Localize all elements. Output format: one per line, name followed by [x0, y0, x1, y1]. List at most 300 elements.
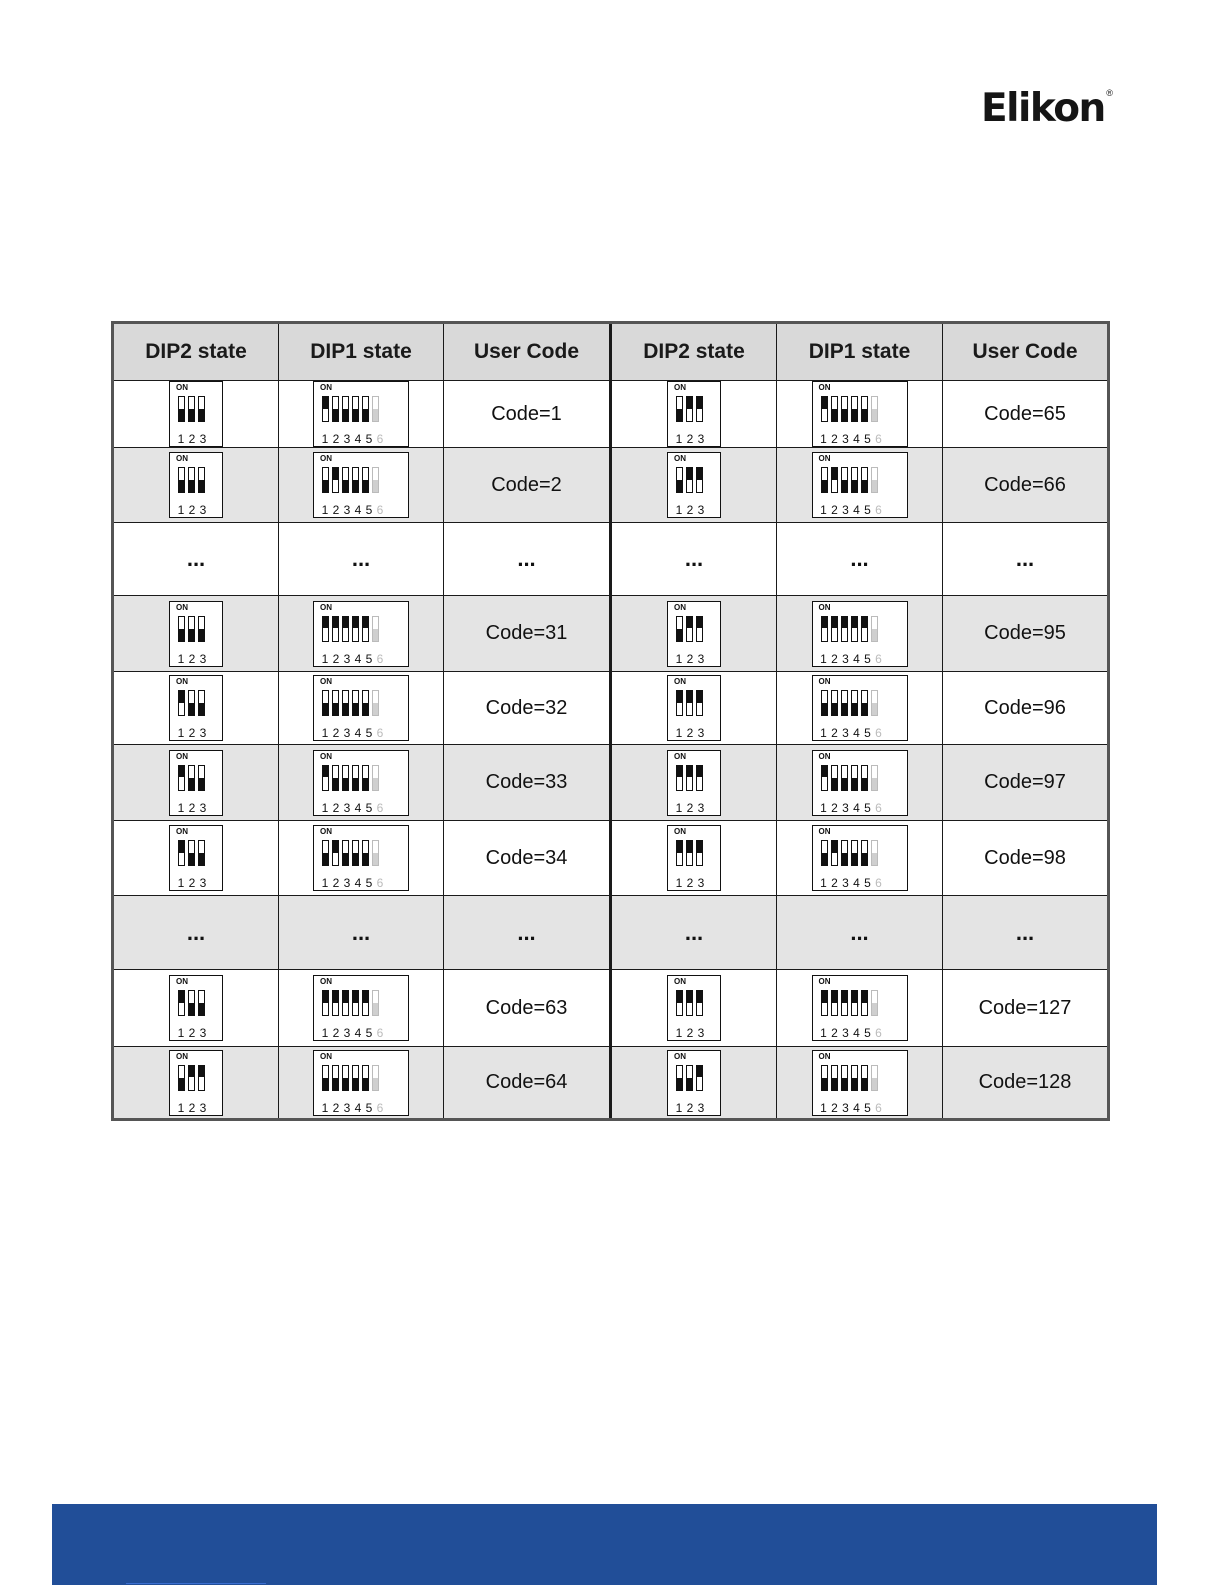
switch-number: 1: [675, 800, 683, 815]
toggle-knob: [697, 766, 702, 778]
switch-number: 3: [842, 432, 849, 446]
toggle-group: [322, 616, 379, 642]
toggle-group: [178, 616, 205, 642]
toggle-knob: [842, 480, 847, 492]
toggle-4: [352, 467, 359, 493]
toggle-5: [861, 1065, 868, 1091]
switch-numbers: [177, 504, 207, 516]
dip2-switch-left: [169, 452, 223, 518]
toggle-2: [332, 396, 339, 422]
switch-numbers: [675, 433, 705, 445]
dip2-switch-right: [667, 975, 721, 1041]
toggle-group: [821, 990, 878, 1016]
switch-number: 2: [686, 726, 694, 740]
switch-number: 1: [675, 1100, 683, 1115]
dip1-switch-left: [313, 675, 409, 741]
switch-numbers: [177, 727, 207, 739]
table-row: [113, 523, 1109, 596]
toggle-group: [178, 690, 205, 716]
toggle-1: [821, 396, 828, 422]
toggle-3: [198, 765, 205, 791]
on-label: ON: [176, 751, 188, 761]
on-label: ON: [674, 383, 686, 392]
on-label: ON: [176, 602, 188, 612]
on-label: ON: [176, 677, 188, 686]
toggle-group: [322, 690, 379, 716]
switch-number: 2: [188, 1026, 196, 1040]
toggle-3: [198, 990, 205, 1016]
dip1-cell: [777, 821, 943, 896]
toggle-knob: [179, 991, 184, 1003]
toggle-1: [821, 765, 828, 791]
ellipsis-cell: ...: [279, 896, 444, 970]
toggle-knob: [832, 409, 837, 421]
toggle-3: [198, 690, 205, 716]
toggle-knob: [832, 991, 837, 1003]
on-label: ON: [320, 677, 332, 686]
switch-number: 1: [820, 726, 827, 740]
toggle-1: [676, 616, 683, 642]
toggle-5: [362, 616, 369, 642]
switch-number: 6: [875, 1026, 882, 1040]
toggle-5: [861, 616, 868, 642]
toggle-knob: [353, 991, 358, 1003]
toggle-knob: [677, 691, 682, 703]
dip1-switch-left: [313, 601, 409, 667]
registered-mark: ®: [1106, 88, 1113, 98]
dip1-cell: [279, 381, 444, 448]
toggle-3: [696, 396, 703, 422]
switch-number: 2: [831, 876, 838, 890]
toggle-knob: [687, 468, 692, 480]
switch-number: 6: [376, 651, 384, 666]
header-dip2-left: DIP2 state: [113, 323, 279, 381]
toggle-knob: [687, 991, 692, 1003]
dip1-switch-right: [812, 1050, 908, 1116]
user-code-cell: Code=128: [943, 1047, 1109, 1120]
switch-number: 3: [697, 432, 705, 446]
dip2-switch-left: [169, 675, 223, 741]
user-code-cell: Code=33: [444, 745, 611, 821]
switch-numbers: [820, 1027, 883, 1039]
toggle-knob: [199, 1003, 204, 1015]
switch-number: 6: [376, 1026, 384, 1040]
toggle-knob: [189, 1066, 194, 1078]
toggle-knob: [199, 703, 204, 715]
toggle-5: [861, 396, 868, 422]
switch-number: 6: [376, 503, 384, 517]
toggle-3: [342, 690, 349, 716]
on-label: ON: [674, 602, 686, 612]
switch-number: 6: [376, 726, 384, 740]
switch-numbers: [675, 727, 705, 739]
switch-number: 4: [354, 800, 362, 815]
dip2-cell: [113, 448, 279, 523]
toggle-2: [188, 840, 195, 866]
toggle-knob: [343, 853, 348, 865]
toggle-2: [686, 396, 693, 422]
switch-numbers: [177, 1102, 207, 1114]
dip2-switch-left: [169, 381, 223, 447]
switch-number: 2: [332, 503, 340, 517]
toggle-knob: [353, 703, 358, 715]
header-code-right: User Code: [943, 323, 1109, 381]
on-label: ON: [320, 1051, 332, 1061]
toggle-knob: [822, 853, 827, 865]
switch-number: 2: [686, 1100, 694, 1115]
toggle-1: [178, 467, 185, 493]
on-label: ON: [818, 1051, 831, 1061]
toggle-4: [851, 467, 858, 493]
toggle-2: [188, 990, 195, 1016]
logo-text: Elikon: [981, 86, 1105, 131]
toggle-5: [362, 765, 369, 791]
switch-number: 6: [875, 1100, 882, 1115]
switch-number: 4: [354, 876, 362, 890]
switch-number: 2: [188, 726, 196, 740]
toggle-knob: [832, 1078, 837, 1090]
switch-number: 3: [343, 800, 351, 815]
toggle-knob: [687, 691, 692, 703]
toggle-2: [686, 765, 693, 791]
toggle-3: [342, 990, 349, 1016]
toggle-2: [332, 616, 339, 642]
toggle-1: [178, 840, 185, 866]
toggle-knob: [862, 1078, 867, 1090]
toggle-knob: [872, 1078, 877, 1090]
toggle-knob: [189, 480, 194, 492]
toggle-group: [676, 690, 703, 716]
table-row: [113, 1047, 1109, 1120]
toggle-knob: [822, 766, 827, 778]
dip1-switch-right: [812, 381, 908, 447]
toggle-group: [676, 765, 703, 791]
switch-number: 6: [875, 432, 882, 446]
dip2-switch-left: [169, 750, 223, 816]
toggle-2: [831, 765, 838, 791]
toggle-knob: [872, 703, 877, 715]
elikon-logo: [981, 86, 1113, 131]
toggle-knob: [677, 1078, 682, 1090]
toggle-knob: [363, 778, 368, 790]
switch-number: 4: [354, 503, 362, 517]
user-code-cell: Code=97: [943, 745, 1109, 821]
switch-number: 5: [864, 1100, 871, 1115]
switch-number: 1: [675, 503, 683, 517]
toggle-6: [871, 690, 878, 716]
switch-numbers: [177, 433, 207, 445]
switch-number: 5: [365, 726, 373, 740]
toggle-knob: [353, 853, 358, 865]
switch-number: 1: [177, 1100, 185, 1115]
header-code-left: User Code: [444, 323, 611, 381]
switch-numbers: [675, 802, 705, 814]
switch-number: 3: [199, 503, 207, 517]
switch-number: 3: [343, 1100, 351, 1115]
toggle-knob: [872, 409, 877, 421]
toggle-knob: [363, 617, 368, 629]
toggle-knob: [333, 468, 338, 480]
toggle-3: [696, 1065, 703, 1091]
dip2-cell: [611, 596, 777, 672]
toggle-knob: [199, 409, 204, 421]
switch-number: 5: [365, 1100, 373, 1115]
toggle-knob: [697, 397, 702, 409]
toggle-group: [178, 765, 205, 791]
toggle-4: [352, 1065, 359, 1091]
toggle-knob: [842, 778, 847, 790]
switch-numbers: [820, 802, 883, 814]
toggle-2: [332, 765, 339, 791]
switch-number: 5: [365, 1026, 373, 1040]
toggle-knob: [343, 617, 348, 629]
switch-number: 2: [831, 800, 838, 815]
switch-number: 3: [842, 651, 849, 666]
switch-number: 1: [177, 1026, 185, 1040]
dip1-cell: [279, 672, 444, 745]
toggle-knob: [333, 409, 338, 421]
toggle-knob: [373, 629, 378, 641]
table-row: [113, 896, 1109, 970]
switch-numbers: [675, 877, 705, 889]
toggle-4: [851, 990, 858, 1016]
toggle-1: [178, 765, 185, 791]
dip1-switch-right: [812, 825, 908, 891]
toggle-group: [821, 840, 878, 866]
toggle-3: [841, 616, 848, 642]
toggle-knob: [353, 617, 358, 629]
toggle-2: [686, 840, 693, 866]
switch-number: 1: [321, 800, 329, 815]
toggle-2: [686, 990, 693, 1016]
toggle-3: [198, 616, 205, 642]
dip1-switch-right: [812, 601, 908, 667]
toggle-knob: [677, 766, 682, 778]
dip1-switch-right: [812, 750, 908, 816]
dip2-switch-right: [667, 825, 721, 891]
switch-number: 6: [875, 726, 882, 740]
dip1-cell: [777, 596, 943, 672]
toggle-1: [178, 690, 185, 716]
on-label: ON: [674, 977, 686, 986]
toggle-2: [332, 990, 339, 1016]
toggle-6: [871, 840, 878, 866]
toggle-4: [352, 616, 359, 642]
switch-number: 1: [820, 651, 827, 666]
dip1-cell: [279, 596, 444, 672]
dip2-cell: [113, 381, 279, 448]
toggle-knob: [333, 841, 338, 853]
toggle-knob: [687, 766, 692, 778]
toggle-6: [372, 690, 379, 716]
switch-number: 4: [354, 726, 362, 740]
toggle-1: [322, 1065, 329, 1091]
table-row: [113, 381, 1109, 448]
toggle-knob: [832, 841, 837, 853]
toggle-2: [686, 616, 693, 642]
switch-number: 1: [177, 503, 185, 517]
switch-number: 2: [686, 432, 694, 446]
toggle-6: [871, 396, 878, 422]
switch-number: 1: [177, 432, 185, 446]
toggle-knob: [343, 991, 348, 1003]
toggle-knob: [179, 766, 184, 778]
toggle-group: [178, 396, 205, 422]
switch-number: 6: [875, 503, 882, 517]
on-label: ON: [818, 827, 831, 836]
toggle-3: [342, 840, 349, 866]
switch-numbers: [321, 433, 384, 445]
toggle-knob: [363, 1078, 368, 1090]
switch-numbers: [321, 802, 384, 814]
toggle-knob: [333, 1078, 338, 1090]
toggle-knob: [189, 409, 194, 421]
toggle-group: [676, 467, 703, 493]
user-code-cell: Code=96: [943, 672, 1109, 745]
switch-number: 1: [177, 800, 185, 815]
switch-number: 2: [831, 1026, 838, 1040]
on-label: ON: [320, 977, 332, 986]
toggle-1: [322, 765, 329, 791]
toggle-knob: [677, 480, 682, 492]
toggle-3: [696, 840, 703, 866]
toggle-knob: [687, 1078, 692, 1090]
toggle-knob: [343, 778, 348, 790]
toggle-3: [841, 765, 848, 791]
toggle-3: [342, 467, 349, 493]
switch-number: 4: [853, 651, 860, 666]
switch-number: 3: [842, 726, 849, 740]
toggle-1: [676, 396, 683, 422]
user-code-cell: Code=63: [444, 970, 611, 1047]
dip2-cell: [113, 970, 279, 1047]
toggle-2: [831, 616, 838, 642]
toggle-knob: [373, 853, 378, 865]
switch-number: 3: [343, 651, 351, 666]
toggle-knob: [373, 703, 378, 715]
toggle-knob: [343, 409, 348, 421]
switch-number: 1: [177, 876, 185, 890]
on-label: ON: [176, 1051, 188, 1061]
switch-number: 1: [820, 800, 827, 815]
toggle-knob: [697, 617, 702, 629]
footer-bar: [52, 1504, 1157, 1585]
toggle-6: [372, 1065, 379, 1091]
toggle-knob: [822, 991, 827, 1003]
header-dip1-left: DIP1 state: [279, 323, 444, 381]
toggle-2: [332, 1065, 339, 1091]
toggle-knob: [872, 778, 877, 790]
dip1-cell: [279, 745, 444, 821]
toggle-1: [821, 690, 828, 716]
table-row: [113, 970, 1109, 1047]
toggle-knob: [343, 480, 348, 492]
toggle-knob: [353, 480, 358, 492]
toggle-3: [342, 616, 349, 642]
switch-number: 2: [686, 800, 694, 815]
toggle-1: [821, 840, 828, 866]
toggle-knob: [323, 766, 328, 778]
toggle-knob: [179, 691, 184, 703]
toggle-1: [821, 616, 828, 642]
switch-number: 2: [332, 1026, 340, 1040]
switch-number: 3: [697, 726, 705, 740]
switch-number: 1: [820, 1100, 827, 1115]
on-label: ON: [320, 751, 332, 761]
toggle-5: [861, 765, 868, 791]
on-label: ON: [320, 602, 332, 612]
switch-number: 1: [321, 503, 329, 517]
user-code-cell: Code=64: [444, 1047, 611, 1120]
toggle-knob: [687, 841, 692, 853]
switch-number: 1: [820, 432, 827, 446]
switch-number: 4: [853, 800, 860, 815]
switch-number: 3: [697, 800, 705, 815]
switch-number: 1: [675, 876, 683, 890]
toggle-4: [851, 765, 858, 791]
toggle-6: [372, 840, 379, 866]
toggle-6: [372, 765, 379, 791]
toggle-knob: [872, 853, 877, 865]
toggle-5: [861, 840, 868, 866]
toggle-group: [178, 1065, 205, 1091]
switch-number: 2: [332, 1100, 340, 1115]
toggle-knob: [199, 629, 204, 641]
toggle-4: [851, 840, 858, 866]
switch-numbers: [820, 504, 883, 516]
on-label: ON: [818, 677, 831, 686]
toggle-3: [696, 690, 703, 716]
on-label: ON: [176, 454, 188, 463]
toggle-3: [841, 690, 848, 716]
on-label: ON: [320, 827, 332, 836]
dip2-cell: [113, 596, 279, 672]
dip1-switch-right: [812, 452, 908, 518]
switch-number: 1: [675, 432, 683, 446]
toggle-1: [322, 690, 329, 716]
toggle-knob: [323, 703, 328, 715]
toggle-2: [332, 467, 339, 493]
toggle-knob: [842, 703, 847, 715]
toggle-knob: [842, 853, 847, 865]
toggle-knob: [872, 629, 877, 641]
switch-number: 6: [875, 800, 882, 815]
toggle-group: [178, 840, 205, 866]
toggle-knob: [189, 703, 194, 715]
user-code-cell: Code=95: [943, 596, 1109, 672]
dip2-cell: [611, 745, 777, 821]
switch-numbers: [177, 877, 207, 889]
toggle-group: [821, 616, 878, 642]
switch-number: 1: [321, 876, 329, 890]
dip1-cell: [777, 1047, 943, 1120]
switch-number: 5: [365, 651, 373, 666]
on-label: ON: [176, 827, 188, 836]
dip2-switch-left: [169, 601, 223, 667]
toggle-knob: [189, 629, 194, 641]
switch-number: 1: [820, 1026, 827, 1040]
toggle-5: [861, 467, 868, 493]
switch-number: 4: [853, 1026, 860, 1040]
on-label: ON: [674, 1051, 686, 1061]
switch-number: 1: [675, 1026, 683, 1040]
toggle-5: [362, 1065, 369, 1091]
toggle-2: [188, 616, 195, 642]
toggle-knob: [852, 409, 857, 421]
on-label: ON: [674, 454, 686, 463]
switch-number: 2: [332, 726, 340, 740]
switch-number: 2: [686, 651, 694, 666]
